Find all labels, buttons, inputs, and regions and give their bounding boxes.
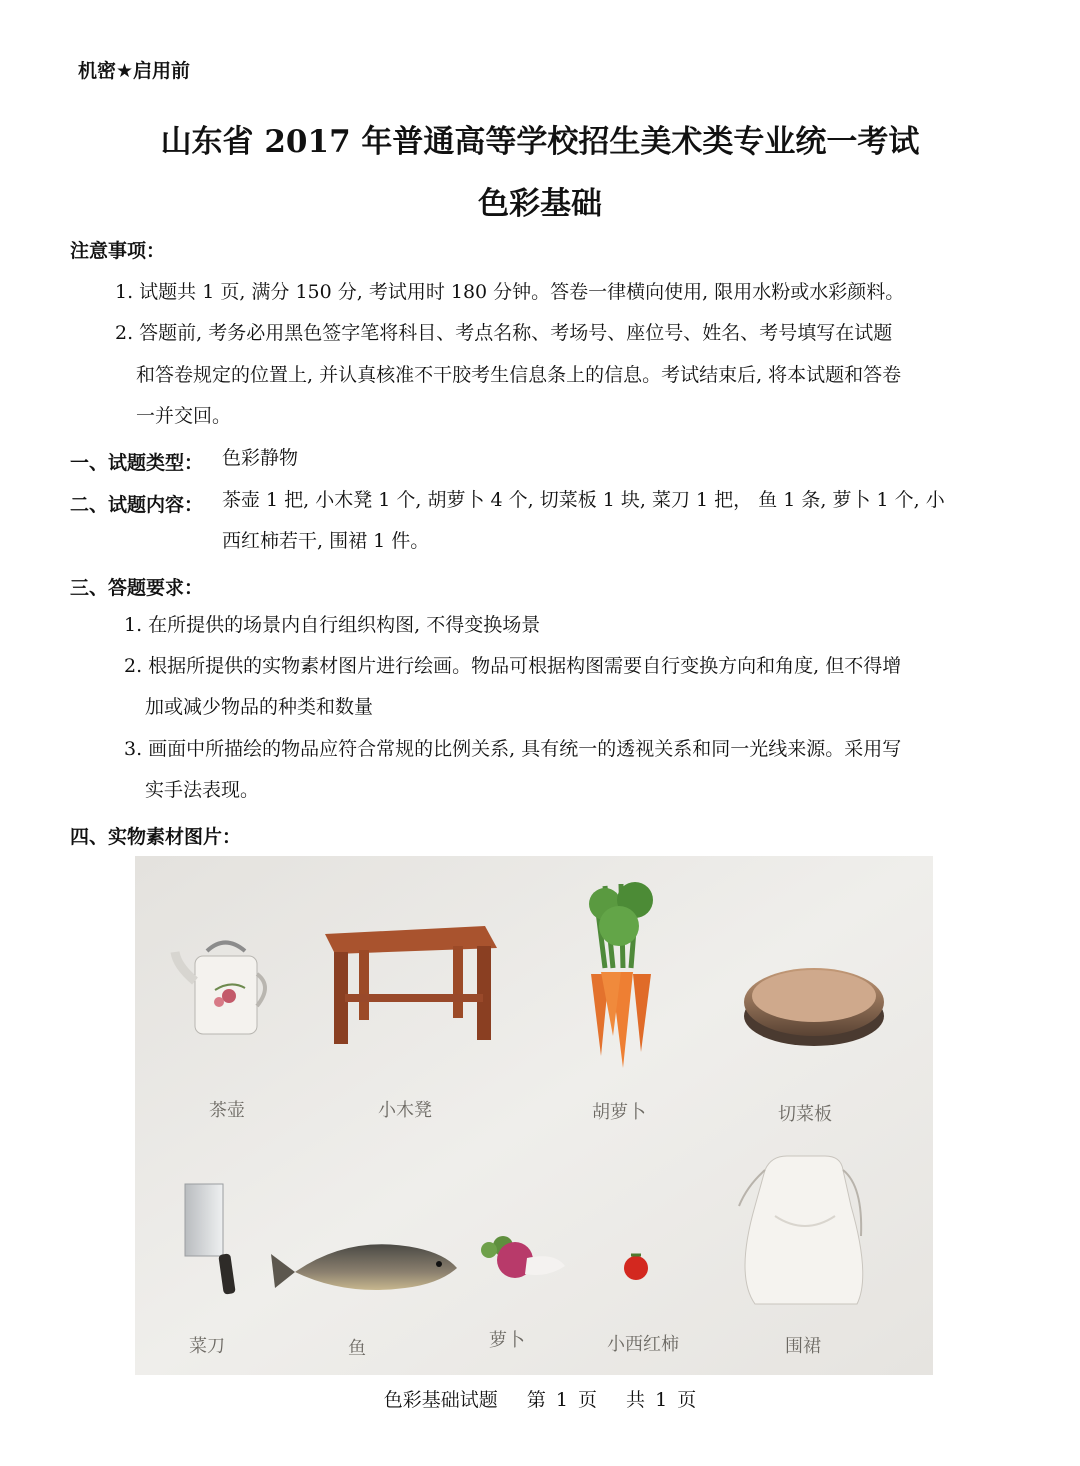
radish-label: 萝卜 <box>489 1330 525 1351</box>
page-footer: 色彩基础试题 第 1 页 共 1 页 <box>383 1389 697 1411</box>
requirement-3: 3. 画面中所描绘的物品应符合常规的比例关系, 具有统一的透视关系和同一光线来源。采用写 <box>124 738 902 760</box>
notes-heading: 注意事项： <box>70 240 166 262</box>
apron-label: 围裙 <box>785 1336 821 1357</box>
carrot-label: 胡萝卜 <box>592 1102 646 1123</box>
requirement-1: 1. 在所提供的场景内自行组织构图, 不得变换场景 <box>124 614 541 636</box>
content-heading: 二、试题内容： <box>70 494 204 516</box>
cutting-board-image <box>744 968 884 1046</box>
exam-subject: 色彩基础 <box>478 186 602 222</box>
content-line-2: 西红柿若干, 围裙 1 件。 <box>222 530 430 552</box>
apron-image <box>739 1156 863 1304</box>
requirement-3-cont: 实手法表现。 <box>145 779 260 801</box>
requirements-heading: 三、答题要求： <box>70 577 204 599</box>
fish-label: 鱼 <box>348 1338 366 1359</box>
confidential-mark: 机密★启用前 <box>78 60 191 82</box>
type-heading: 一、试题类型： <box>70 452 204 474</box>
exam-title: 山东省 2017 年普通高等学校招生美术类专业统一考试 <box>160 124 920 160</box>
materials-heading: 四、实物素材图片： <box>70 826 242 848</box>
tomato-label: 小西红柿 <box>607 1334 679 1355</box>
materials-photo <box>135 856 933 1375</box>
type-text: 色彩静物 <box>222 447 299 469</box>
note-item-2-end: 一并交回。 <box>136 405 232 427</box>
note-item-2-cont: 和答卷规定的位置上, 并认真核准不干胶考生信息条上的信息。考试结束后, 将本试题和答卷 <box>136 364 902 386</box>
content-line-1: 茶壶 1 把, 小木凳 1 个, 胡萝卜 4 个, 切菜板 1 块, 菜刀 1 把， 鱼 1 条, 萝卜 1 个, 小 <box>222 489 945 511</box>
teapot-label: 茶壶 <box>209 1100 245 1121</box>
cutting-board-label: 切菜板 <box>778 1104 832 1125</box>
requirement-2-cont: 加或减少物品的种类和数量 <box>145 696 374 718</box>
knife-label: 菜刀 <box>189 1336 225 1357</box>
note-item-2: 2. 答题前, 考务必用黑色签字笔将科目、考点名称、考场号、座位号、姓名、考号填写在试题 <box>115 322 893 344</box>
requirement-2: 2. 根据所提供的实物素材图片进行绘画。物品可根据构图需要自行变换方向和角度, 但不得增 <box>124 655 902 677</box>
note-item-1: 1. 试题共 1 页, 满分 150 分, 考试用时 180 分钟。答卷一律横向使用, 限用水粉或水彩颜料。 <box>115 281 905 303</box>
stool-label: 小木凳 <box>378 1100 432 1121</box>
